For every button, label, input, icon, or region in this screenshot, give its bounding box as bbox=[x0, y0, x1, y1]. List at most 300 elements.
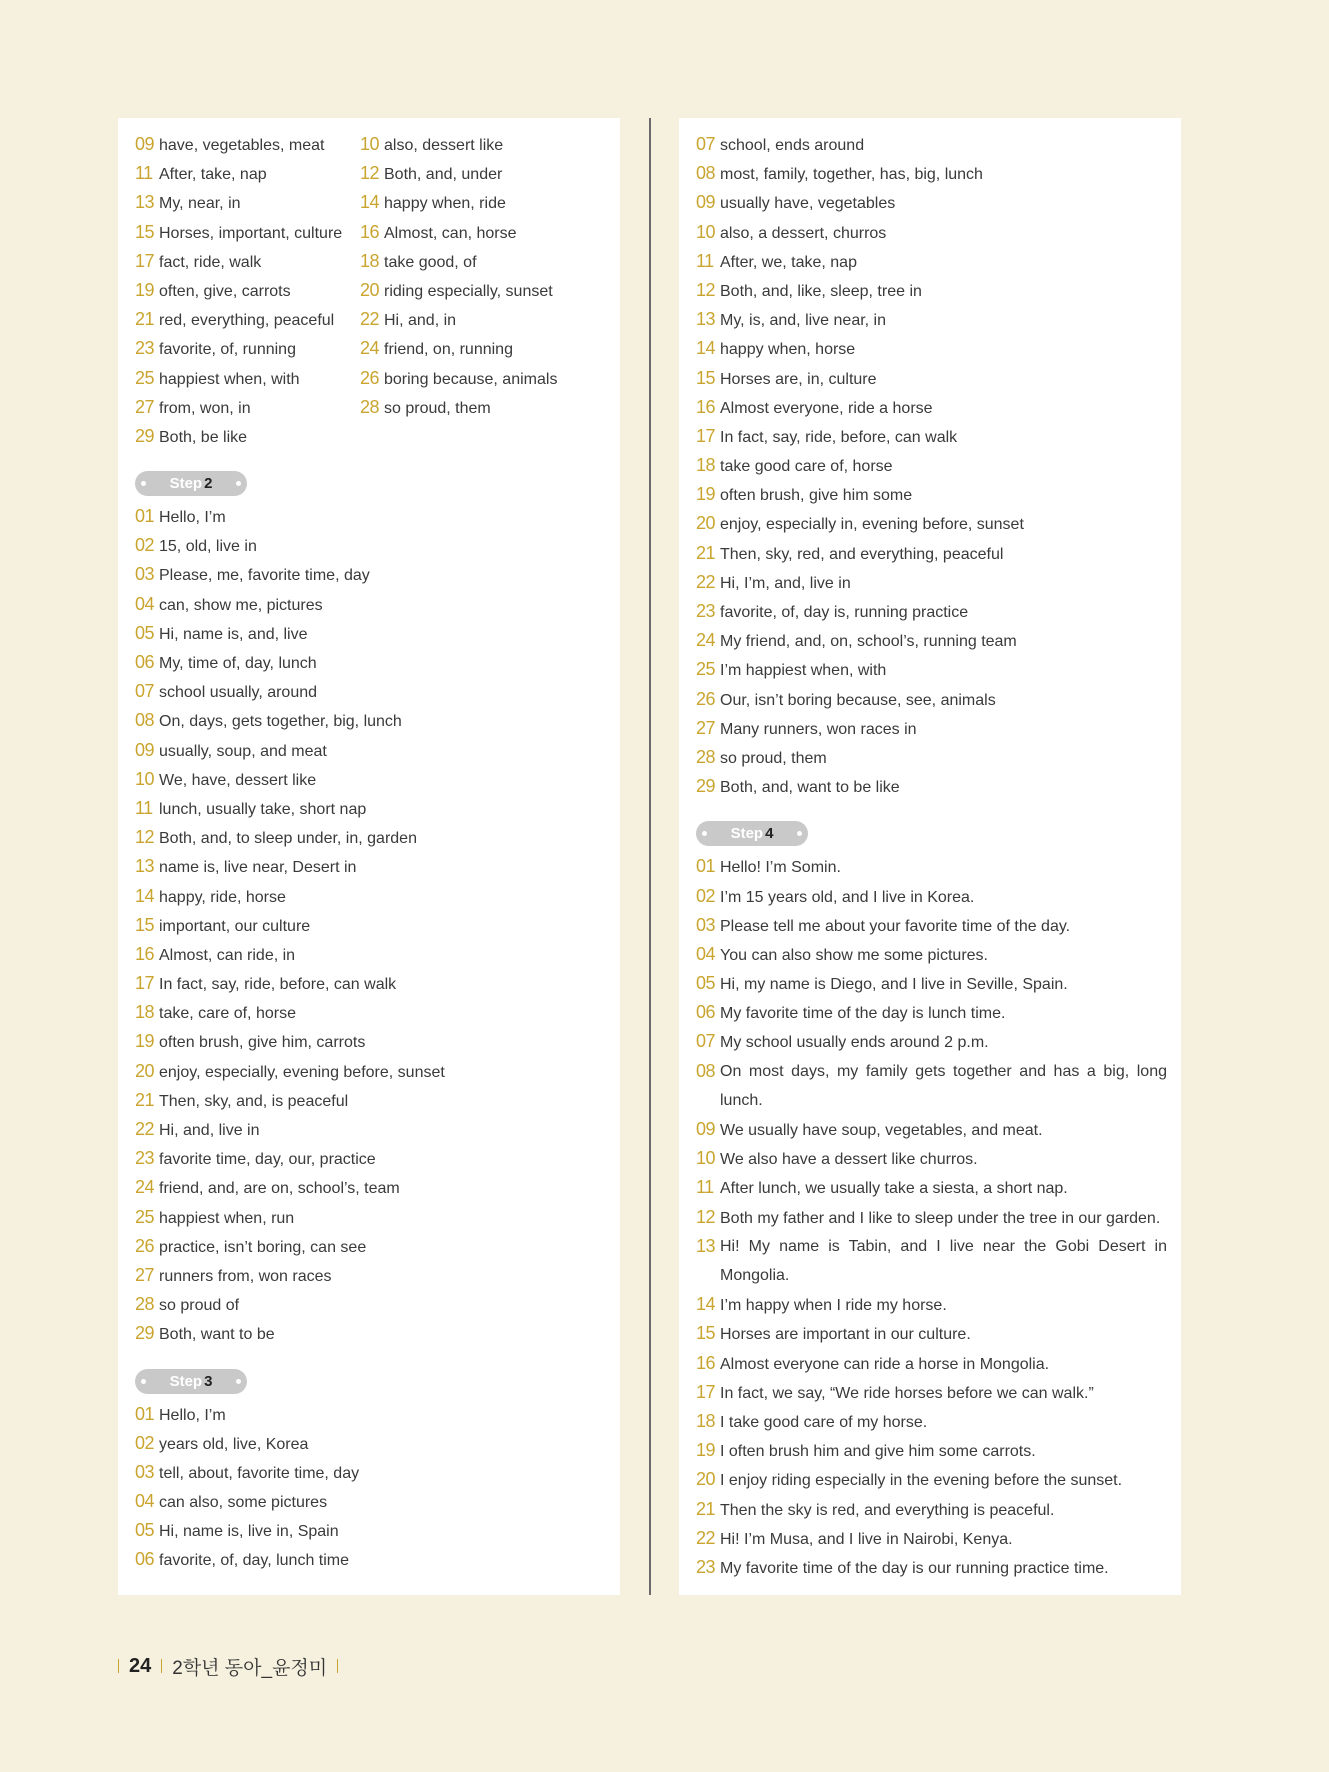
answer-number: 12 bbox=[696, 279, 716, 300]
step3-continued-answer-list bbox=[696, 130, 1167, 801]
answer-line bbox=[135, 1261, 620, 1290]
answer-number: 25 bbox=[135, 367, 155, 388]
answer-text: In fact, we say, “We ride horses before we can walk.” bbox=[720, 1384, 1094, 1402]
answer-text: After, we, take, nap bbox=[720, 253, 857, 271]
answer-line bbox=[360, 188, 620, 217]
answer-line bbox=[360, 130, 620, 159]
step-number: 4 bbox=[765, 825, 774, 843]
column-divider bbox=[649, 118, 651, 1595]
answer-number: 15 bbox=[696, 1323, 716, 1344]
answer-line bbox=[135, 422, 360, 451]
answer-text: Hi, and, in bbox=[384, 312, 457, 330]
answer-line bbox=[696, 130, 1167, 159]
answer-number: 20 bbox=[135, 1060, 155, 1081]
answer-number: 14 bbox=[360, 192, 380, 213]
answer-number: 13 bbox=[696, 309, 716, 330]
answer-line bbox=[696, 998, 1167, 1027]
answer-number: 18 bbox=[135, 1002, 155, 1023]
answer-text: I enjoy riding especially in the evening before the sunset. bbox=[720, 1472, 1123, 1490]
answer-number: 08 bbox=[696, 1060, 716, 1081]
answer-number: 05 bbox=[135, 622, 155, 643]
answer-line bbox=[135, 276, 360, 305]
answer-text: enjoy, especially, evening before, sunset bbox=[159, 1063, 445, 1081]
answer-text: take, care of, horse bbox=[159, 1005, 296, 1023]
answer-line bbox=[135, 1115, 620, 1144]
answer-number: 25 bbox=[135, 1206, 155, 1227]
answer-text: On most days, my family gets together and has a big, long lunch. bbox=[720, 1062, 1167, 1109]
answer-number: 21 bbox=[696, 542, 716, 563]
footer-divider bbox=[161, 1659, 162, 1673]
answer-text: often brush, give him, carrots bbox=[159, 1034, 366, 1052]
answer-text: I’m 15 years old, and I live in Korea. bbox=[720, 888, 975, 906]
answer-number: 03 bbox=[696, 914, 716, 935]
answer-text: Horses are, in, culture bbox=[720, 370, 877, 388]
answer-line bbox=[696, 1436, 1167, 1465]
answer-text: take good care of, horse bbox=[720, 458, 893, 476]
answer-text: My friend, and, on, school’s, running team bbox=[720, 633, 1017, 651]
answer-text: Then, sky, and, is peaceful bbox=[159, 1092, 349, 1110]
answer-text: My, near, in bbox=[159, 195, 241, 213]
answer-text: Hi! My name is Tabin, and I live near the Gobi Desert in Mongolia. bbox=[720, 1237, 1167, 1284]
answer-line bbox=[135, 334, 360, 363]
answer-line bbox=[135, 1290, 620, 1319]
answer-number: 14 bbox=[696, 338, 716, 359]
answer-line bbox=[696, 714, 1167, 743]
answer-line bbox=[135, 648, 620, 677]
answer-number: 21 bbox=[135, 309, 155, 330]
answer-line bbox=[696, 685, 1167, 714]
answer-line bbox=[696, 334, 1167, 363]
answer-number: 15 bbox=[135, 914, 155, 935]
answer-text: often, give, carrots bbox=[159, 282, 291, 300]
answer-text: We usually have soup, vegetables, and meat. bbox=[720, 1122, 1043, 1140]
answer-line bbox=[696, 911, 1167, 940]
step3-answer-list bbox=[135, 1400, 620, 1575]
answer-number: 20 bbox=[360, 279, 380, 300]
answer-line bbox=[696, 743, 1167, 772]
answer-line bbox=[696, 276, 1167, 305]
step-label: Step bbox=[730, 825, 764, 843]
answer-text: have, vegetables, meat bbox=[159, 137, 325, 154]
answer-text: so proud, them bbox=[384, 399, 491, 417]
answer-line bbox=[135, 1232, 620, 1261]
answer-text: Please, me, favorite time, day bbox=[159, 567, 370, 585]
answer-text: most, family, together, has, big, lunch bbox=[720, 166, 983, 184]
answer-text: Both, and, want to be like bbox=[720, 779, 900, 797]
answer-text: happy, ride, horse bbox=[159, 888, 286, 906]
answer-number: 19 bbox=[696, 484, 716, 505]
answer-number: 27 bbox=[135, 1264, 155, 1285]
footer-divider bbox=[337, 1659, 338, 1673]
answer-number: 01 bbox=[135, 506, 155, 527]
right-answer-panel bbox=[679, 118, 1181, 1595]
answer-number: 17 bbox=[696, 1381, 716, 1402]
answer-text: happiest when, run bbox=[159, 1209, 295, 1227]
answer-number: 23 bbox=[696, 1556, 716, 1577]
answer-text: Our, isn’t boring because, see, animals bbox=[720, 691, 996, 709]
answer-number: 04 bbox=[135, 1491, 155, 1512]
answer-line bbox=[696, 626, 1167, 655]
answer-number: 12 bbox=[360, 163, 380, 184]
answer-number: 12 bbox=[696, 1206, 716, 1227]
answer-number: 10 bbox=[135, 768, 155, 789]
answer-line bbox=[360, 218, 620, 247]
answer-line bbox=[135, 852, 620, 881]
answer-text: Both, and, to sleep under, in, garden bbox=[159, 830, 417, 848]
answer-line bbox=[135, 1203, 620, 1232]
answer-line bbox=[360, 364, 620, 393]
answer-line bbox=[135, 911, 620, 940]
answer-text: so proud of bbox=[159, 1297, 240, 1315]
answer-number: 14 bbox=[696, 1294, 716, 1315]
answer-line bbox=[135, 1487, 620, 1516]
answer-number: 06 bbox=[696, 1002, 716, 1023]
answer-text: usually, soup, and meat bbox=[159, 742, 327, 760]
answer-line bbox=[135, 619, 620, 648]
answer-line bbox=[135, 1429, 620, 1458]
answer-line bbox=[696, 969, 1167, 998]
answer-number: 16 bbox=[360, 221, 380, 242]
answer-number: 09 bbox=[696, 1119, 716, 1140]
answer-line bbox=[135, 247, 360, 276]
answer-number: 24 bbox=[696, 630, 716, 651]
answer-line bbox=[135, 1516, 620, 1545]
answer-line bbox=[360, 334, 620, 363]
answer-number: 10 bbox=[360, 134, 380, 154]
page-number: 24 bbox=[129, 1654, 152, 1677]
answer-line bbox=[696, 1553, 1167, 1582]
answer-line bbox=[135, 1173, 620, 1202]
answer-text: fact, ride, walk bbox=[159, 253, 262, 271]
answer-line bbox=[135, 1144, 620, 1173]
answer-text: favorite, of, running bbox=[159, 341, 296, 359]
answer-number: 15 bbox=[696, 367, 716, 388]
answer-line bbox=[135, 305, 360, 334]
answer-number: 18 bbox=[360, 250, 380, 271]
answer-number: 07 bbox=[696, 134, 716, 154]
answer-number: 06 bbox=[135, 652, 155, 672]
answer-line bbox=[696, 852, 1167, 881]
answer-number: 11 bbox=[696, 1177, 714, 1198]
answer-number: 04 bbox=[135, 593, 155, 614]
answer-text: important, our culture bbox=[159, 917, 311, 935]
answer-line bbox=[135, 706, 620, 735]
answer-text: can, show me, pictures bbox=[159, 596, 323, 614]
answer-number: 16 bbox=[696, 396, 716, 417]
answer-text: friend, on, running bbox=[384, 341, 513, 359]
step3-badge bbox=[135, 1369, 247, 1394]
answer-line bbox=[135, 393, 360, 422]
answer-number: 20 bbox=[696, 1469, 716, 1490]
answer-line bbox=[696, 159, 1167, 188]
answer-line bbox=[360, 247, 620, 276]
answer-text: Please tell me about your favorite time of the day. bbox=[720, 917, 1071, 935]
answer-line bbox=[696, 393, 1167, 422]
answer-text: usually have, vegetables bbox=[720, 195, 896, 213]
answer-line bbox=[696, 655, 1167, 684]
answer-line bbox=[135, 560, 620, 589]
answer-number: 13 bbox=[696, 1235, 716, 1256]
answer-text: My, is, and, live near, in bbox=[720, 312, 886, 330]
answer-line bbox=[696, 1349, 1167, 1378]
answer-number: 08 bbox=[135, 710, 155, 731]
answer-text: We, have, dessert like bbox=[159, 771, 317, 789]
answer-line bbox=[696, 568, 1167, 597]
answer-text: I take good care of my horse. bbox=[720, 1413, 928, 1431]
answer-text: Many runners, won races in bbox=[720, 720, 917, 738]
answer-line bbox=[696, 1495, 1167, 1524]
answer-number: 01 bbox=[696, 856, 716, 877]
answer-line bbox=[135, 1086, 620, 1115]
answer-number: 02 bbox=[135, 535, 155, 556]
answer-line bbox=[696, 1057, 1167, 1115]
answer-text: After, take, nap bbox=[159, 166, 267, 184]
answer-line bbox=[135, 1458, 620, 1487]
answer-number: 24 bbox=[135, 1177, 155, 1198]
answer-text: Hi, and, live in bbox=[159, 1122, 260, 1139]
answer-line bbox=[135, 218, 360, 247]
answer-number: 17 bbox=[135, 973, 155, 994]
answer-text: Hi, my name is Diego, and I live in Seville, Spain. bbox=[720, 976, 1068, 994]
answer-text: often brush, give him some bbox=[720, 487, 913, 505]
answer-text: from, won, in bbox=[159, 399, 251, 417]
answer-number: 11 bbox=[696, 250, 714, 271]
step4-badge bbox=[696, 821, 808, 846]
answer-number: 13 bbox=[135, 856, 155, 877]
answer-line bbox=[135, 794, 620, 823]
footer-divider bbox=[118, 1659, 119, 1673]
step4-answer-list bbox=[696, 852, 1167, 1582]
answer-line bbox=[696, 364, 1167, 393]
answer-number: 22 bbox=[696, 571, 716, 592]
answer-number: 09 bbox=[135, 134, 155, 154]
answer-text: tell, about, favorite time, day bbox=[159, 1464, 360, 1482]
answer-text: 15, old, live in bbox=[159, 538, 257, 556]
answer-number: 11 bbox=[135, 163, 153, 184]
answer-number: 15 bbox=[135, 221, 155, 242]
answer-line bbox=[696, 1173, 1167, 1202]
answer-line bbox=[135, 1545, 620, 1574]
answer-line bbox=[696, 1407, 1167, 1436]
answer-text: take good, of bbox=[384, 253, 477, 271]
answer-number: 02 bbox=[696, 885, 716, 906]
answer-line bbox=[135, 677, 620, 706]
step2-answer-list bbox=[135, 502, 620, 1348]
answer-line bbox=[360, 305, 620, 334]
answer-text: In fact, say, ride, before, can walk bbox=[159, 976, 397, 994]
answer-number: 10 bbox=[696, 221, 716, 242]
answer-text: My favorite time of the day is our running practice time. bbox=[720, 1559, 1109, 1577]
step-label: Step bbox=[169, 1372, 203, 1390]
answer-text: red, everything, peaceful bbox=[159, 312, 335, 330]
answer-line bbox=[360, 393, 620, 422]
answer-number: 19 bbox=[135, 1031, 155, 1052]
answer-number: 25 bbox=[696, 659, 716, 680]
answer-text: also, dessert like bbox=[384, 137, 504, 154]
answer-text: Almost, can ride, in bbox=[159, 946, 296, 964]
answer-line bbox=[696, 1290, 1167, 1319]
answer-line bbox=[696, 247, 1167, 276]
answer-text: Hello! I’m Somin. bbox=[720, 859, 841, 877]
answer-text: Both my father and I like to sleep under the tree in our garden. bbox=[720, 1209, 1161, 1227]
answer-number: 28 bbox=[360, 396, 380, 417]
answer-line bbox=[135, 823, 620, 852]
step-label: Step bbox=[169, 475, 203, 493]
answer-line bbox=[696, 1319, 1167, 1348]
answer-text: happy when, ride bbox=[384, 195, 506, 213]
step-number: 3 bbox=[204, 1372, 213, 1390]
answer-text: My, time of, day, lunch bbox=[159, 655, 317, 672]
answer-line bbox=[696, 451, 1167, 480]
answer-number: 27 bbox=[135, 396, 155, 417]
answer-text: name is, live near, Desert in bbox=[159, 859, 357, 877]
answer-number: 22 bbox=[696, 1527, 716, 1548]
answer-line bbox=[696, 305, 1167, 334]
answer-number: 26 bbox=[696, 688, 716, 709]
answer-text: enjoy, especially in, evening before, sunset bbox=[720, 516, 1024, 534]
answer-number: 18 bbox=[696, 1410, 716, 1431]
answer-line bbox=[135, 882, 620, 911]
step-number: 2 bbox=[204, 475, 213, 493]
answer-number: 21 bbox=[696, 1498, 716, 1519]
answer-number: 09 bbox=[696, 192, 716, 213]
answer-number: 28 bbox=[135, 1294, 155, 1315]
answer-line bbox=[135, 159, 360, 188]
answer-line bbox=[135, 940, 620, 969]
answer-number: 18 bbox=[696, 455, 716, 476]
answer-text: Almost everyone, ride a horse bbox=[720, 399, 933, 417]
answer-line bbox=[135, 531, 620, 560]
answer-line bbox=[135, 364, 360, 393]
answer-text: so proud, them bbox=[720, 749, 827, 767]
answer-number: 04 bbox=[696, 943, 716, 964]
answer-text: Hi, I’m, and, live in bbox=[720, 574, 851, 592]
answer-number: 08 bbox=[696, 163, 716, 184]
answer-text: Hi, name is, live in, Spain bbox=[159, 1523, 339, 1541]
answer-number: 29 bbox=[135, 1323, 155, 1344]
answer-text: Horses are important in our culture. bbox=[720, 1326, 971, 1344]
answer-text: We also have a dessert like churros. bbox=[720, 1151, 978, 1169]
answer-number: 10 bbox=[696, 1148, 716, 1169]
answer-text: I’m happiest when, with bbox=[720, 662, 887, 680]
answer-text: favorite, of, day, lunch time bbox=[159, 1552, 350, 1570]
answer-text: can also, some pictures bbox=[159, 1494, 328, 1512]
answer-number: 01 bbox=[135, 1403, 155, 1424]
answer-text: Almost everyone can ride a horse in Mongolia. bbox=[720, 1355, 1050, 1373]
answer-text: I often brush him and give him some carrots. bbox=[720, 1443, 1036, 1461]
answer-text: In fact, say, ride, before, can walk bbox=[720, 428, 958, 446]
answer-text: I’m happy when I ride my horse. bbox=[720, 1297, 947, 1315]
answer-number: 03 bbox=[135, 564, 155, 585]
answer-line bbox=[696, 1144, 1167, 1173]
answer-text: Hello, I’m bbox=[159, 1406, 226, 1424]
answer-number: 14 bbox=[135, 885, 155, 906]
answer-number: 07 bbox=[696, 1031, 716, 1052]
answer-text: school, ends around bbox=[720, 137, 865, 154]
answer-line bbox=[696, 1378, 1167, 1407]
answer-number: 29 bbox=[696, 776, 716, 797]
answer-text: happiest when, with bbox=[159, 370, 300, 388]
answer-line bbox=[696, 422, 1167, 451]
answer-number: 22 bbox=[135, 1119, 155, 1139]
answer-line bbox=[696, 539, 1167, 568]
answer-text: After lunch, we usually take a siesta, a short nap. bbox=[720, 1180, 1068, 1198]
answer-line bbox=[696, 882, 1167, 911]
answer-number: 23 bbox=[135, 1148, 155, 1169]
answer-text: happy when, horse bbox=[720, 341, 856, 359]
answer-line bbox=[360, 159, 620, 188]
answer-number: 17 bbox=[696, 425, 716, 446]
answer-line bbox=[360, 276, 620, 305]
answer-line bbox=[696, 218, 1167, 247]
answer-line bbox=[696, 480, 1167, 509]
answer-number: 21 bbox=[135, 1089, 155, 1110]
answer-line bbox=[696, 1027, 1167, 1056]
answer-text: years old, live, Korea bbox=[159, 1435, 309, 1453]
answer-line bbox=[135, 998, 620, 1027]
answer-number: 02 bbox=[135, 1432, 155, 1453]
answer-number: 05 bbox=[135, 1520, 155, 1541]
answer-number: 26 bbox=[135, 1235, 155, 1256]
answer-text: school usually, around bbox=[159, 684, 318, 702]
answer-line bbox=[135, 188, 360, 217]
answer-number: 17 bbox=[135, 250, 155, 271]
answer-number: 19 bbox=[696, 1440, 716, 1461]
answer-text: Almost, can, horse bbox=[384, 224, 517, 242]
answer-text: Both, and, like, sleep, tree in bbox=[720, 282, 922, 300]
answer-text: Hi, name is, and, live bbox=[159, 625, 308, 643]
answer-text: Hello, I’m bbox=[159, 509, 226, 527]
answer-line bbox=[135, 1400, 620, 1429]
answer-number: 22 bbox=[360, 309, 380, 330]
answer-line bbox=[696, 509, 1167, 538]
answer-line bbox=[696, 1115, 1167, 1144]
answer-text: Then the sky is red, and everything is peaceful. bbox=[720, 1501, 1055, 1519]
answer-line bbox=[696, 1524, 1167, 1553]
left-answer-panel bbox=[118, 118, 620, 1595]
footer-title: 2학년 동아_윤정미 bbox=[172, 1657, 328, 1679]
answer-text: Both, want to be bbox=[159, 1326, 275, 1344]
answer-text: also, a dessert, churros bbox=[720, 224, 887, 242]
answer-number: 26 bbox=[360, 367, 380, 388]
answer-number: 03 bbox=[135, 1461, 155, 1482]
answer-number: 28 bbox=[696, 746, 716, 767]
answer-text: On, days, gets together, big, lunch bbox=[159, 713, 402, 731]
answer-number: 05 bbox=[696, 973, 716, 994]
answer-number: 16 bbox=[135, 943, 155, 964]
answer-text: favorite time, day, our, practice bbox=[159, 1151, 376, 1169]
answer-number: 07 bbox=[135, 681, 155, 702]
answer-line bbox=[696, 940, 1167, 969]
answer-number: 23 bbox=[135, 338, 155, 359]
answer-line bbox=[135, 1057, 620, 1086]
answer-text: Hi! I’m Musa, and I live in Nairobi, Kenya. bbox=[720, 1530, 1013, 1548]
answer-number: 23 bbox=[696, 601, 716, 621]
answer-number: 27 bbox=[696, 717, 716, 738]
answer-number: 06 bbox=[135, 1549, 155, 1570]
answer-number: 13 bbox=[135, 192, 155, 213]
answer-text: Both, and, under bbox=[384, 166, 503, 184]
answer-text: practice, isn’t boring, can see bbox=[159, 1238, 367, 1256]
answer-number: 29 bbox=[135, 425, 155, 446]
answer-text: favorite, of, day is, running practice bbox=[720, 604, 969, 621]
page-footer bbox=[118, 1652, 348, 1680]
answer-line bbox=[696, 1203, 1167, 1232]
step1-answer-grid bbox=[135, 130, 620, 451]
answer-number: 20 bbox=[696, 513, 716, 534]
answer-text: Horses, important, culture bbox=[159, 224, 343, 242]
answer-number: 24 bbox=[360, 338, 380, 359]
